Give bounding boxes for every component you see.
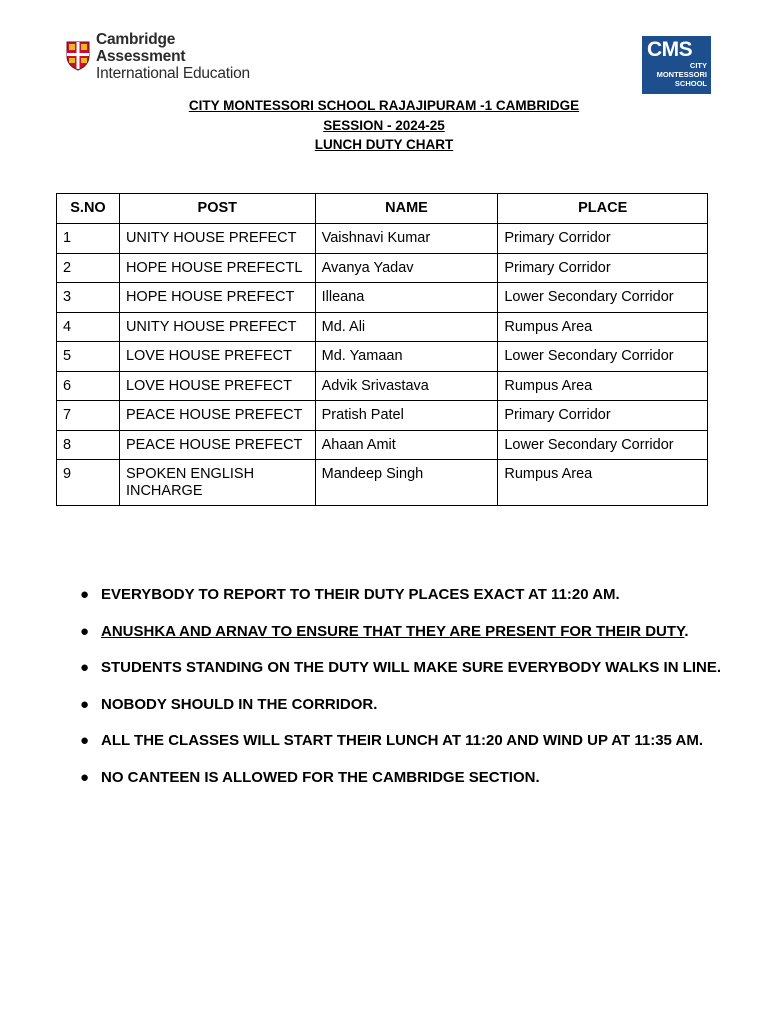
bullet-icon: ● <box>80 622 90 640</box>
column-header-sno: S.NO <box>57 194 120 224</box>
note-text: ALL THE CLASSES WILL START THEIR LUNCH AT 11:20 AND WIND UP AT 11:35 AM. <box>101 732 703 749</box>
note-text: STUDENTS STANDING ON THE DUTY WILL MAKE SURE EVERYBODY WALKS IN LINE. <box>101 659 722 676</box>
chart-title: LUNCH DUTY CHART <box>314 137 454 152</box>
cell-place: Rumpus Area <box>498 371 708 401</box>
cell-post: LOVE HOUSE PREFECT <box>119 342 315 372</box>
cell-post: SPOKEN ENGLISH INCHARGE <box>119 460 315 506</box>
cell-sno: 4 <box>57 312 120 342</box>
duty-instructions <box>72 577 722 796</box>
cell-name: Ahaan Amit <box>315 430 498 460</box>
cms-logo-line2: MONTESSORI <box>656 70 707 79</box>
cell-post: UNITY HOUSE PREFECT <box>119 312 315 342</box>
cms-logo-line1: CITY <box>689 61 707 70</box>
cell-sno: 9 <box>57 460 120 506</box>
cell-place: Primary Corridor <box>498 253 708 283</box>
cell-name: Illeana <box>315 283 498 313</box>
document-header <box>0 96 768 155</box>
bullet-icon: ● <box>80 695 90 713</box>
table-row <box>57 460 708 506</box>
session-label: SESSION - 2024-25 <box>323 117 445 133</box>
cms-logo-line3: SCHOOL <box>674 79 707 88</box>
cell-place: Rumpus Area <box>498 460 708 506</box>
list-item <box>72 723 722 760</box>
cell-name: Avanya Yadav <box>315 253 498 283</box>
cell-sno: 3 <box>57 283 120 313</box>
column-header-place: PLACE <box>498 194 708 224</box>
cell-name: Mandeep Singh <box>315 460 498 506</box>
cms-logo <box>642 36 711 94</box>
cell-post: UNITY HOUSE PREFECT <box>119 224 315 254</box>
table-row <box>57 371 708 401</box>
cell-place: Primary Corridor <box>498 224 708 254</box>
cell-name: Md. Ali <box>315 312 498 342</box>
cell-sno: 7 <box>57 401 120 431</box>
shield-icon <box>66 41 90 71</box>
note-text: NOBODY SHOULD IN THE CORRIDOR. <box>101 695 378 713</box>
cell-name: Vaishnavi Kumar <box>315 224 498 254</box>
cms-logo-mark: CMS <box>647 38 693 61</box>
cambridge-logo-line2: International Education <box>96 64 250 82</box>
list-item <box>72 760 722 797</box>
column-header-post: POST <box>119 194 315 224</box>
list-item <box>72 650 722 687</box>
cell-post: PEACE HOUSE PREFECT <box>119 430 315 460</box>
cell-post: HOPE HOUSE PREFECT <box>119 283 315 313</box>
table-row <box>57 430 708 460</box>
table-row <box>57 342 708 372</box>
cell-post: HOPE HOUSE PREFECTL <box>119 253 315 283</box>
cell-sno: 6 <box>57 371 120 401</box>
cell-sno: 8 <box>57 430 120 460</box>
list-item <box>72 577 722 614</box>
cell-place: Lower Secondary Corridor <box>498 283 708 313</box>
cell-sno: 2 <box>57 253 120 283</box>
bullet-icon: ● <box>80 586 90 603</box>
cell-place: Lower Secondary Corridor <box>498 342 708 372</box>
note-text-tail: . <box>684 622 689 640</box>
note-text: EVERYBODY TO REPORT TO THEIR DUTY PLACES EXACT AT 11:20 AM. <box>101 586 620 603</box>
cell-place: Lower Secondary Corridor <box>498 430 708 460</box>
list-item <box>72 687 722 724</box>
table-header-row <box>57 194 708 224</box>
cell-post: PEACE HOUSE PREFECT <box>119 401 315 431</box>
table-row <box>57 312 708 342</box>
bullet-icon: ● <box>80 732 90 749</box>
note-text-underlined: ANUSHKA AND ARNAV TO ENSURE THAT THEY ARE PRESENT FOR THEIR DUTY <box>101 622 685 640</box>
duty-table <box>56 193 708 506</box>
bullet-icon: ● <box>80 659 90 676</box>
cell-place: Rumpus Area <box>498 312 708 342</box>
table-row <box>57 224 708 254</box>
table-row <box>57 283 708 313</box>
list-item <box>72 614 722 651</box>
cambridge-logo-line1: Cambridge Assessment <box>96 30 186 65</box>
cambridge-logo <box>66 30 266 82</box>
note-text: NO CANTEEN IS ALLOWED FOR THE CAMBRIDGE SECTION. <box>101 768 540 786</box>
bullet-icon: ● <box>80 768 90 786</box>
table-row <box>57 253 708 283</box>
cell-place: Primary Corridor <box>498 401 708 431</box>
cell-sno: 5 <box>57 342 120 372</box>
table-row <box>57 401 708 431</box>
cell-name: Pratish Patel <box>315 401 498 431</box>
column-header-name: NAME <box>315 194 498 224</box>
cell-sno: 1 <box>57 224 120 254</box>
cell-post: LOVE HOUSE PREFECT <box>119 371 315 401</box>
cell-name: Md. Yamaan <box>315 342 498 372</box>
cell-name: Advik Srivastava <box>315 371 498 401</box>
school-name: CITY MONTESSORI SCHOOL RAJAJIPURAM -1 CAMBRIDGE <box>188 98 580 113</box>
